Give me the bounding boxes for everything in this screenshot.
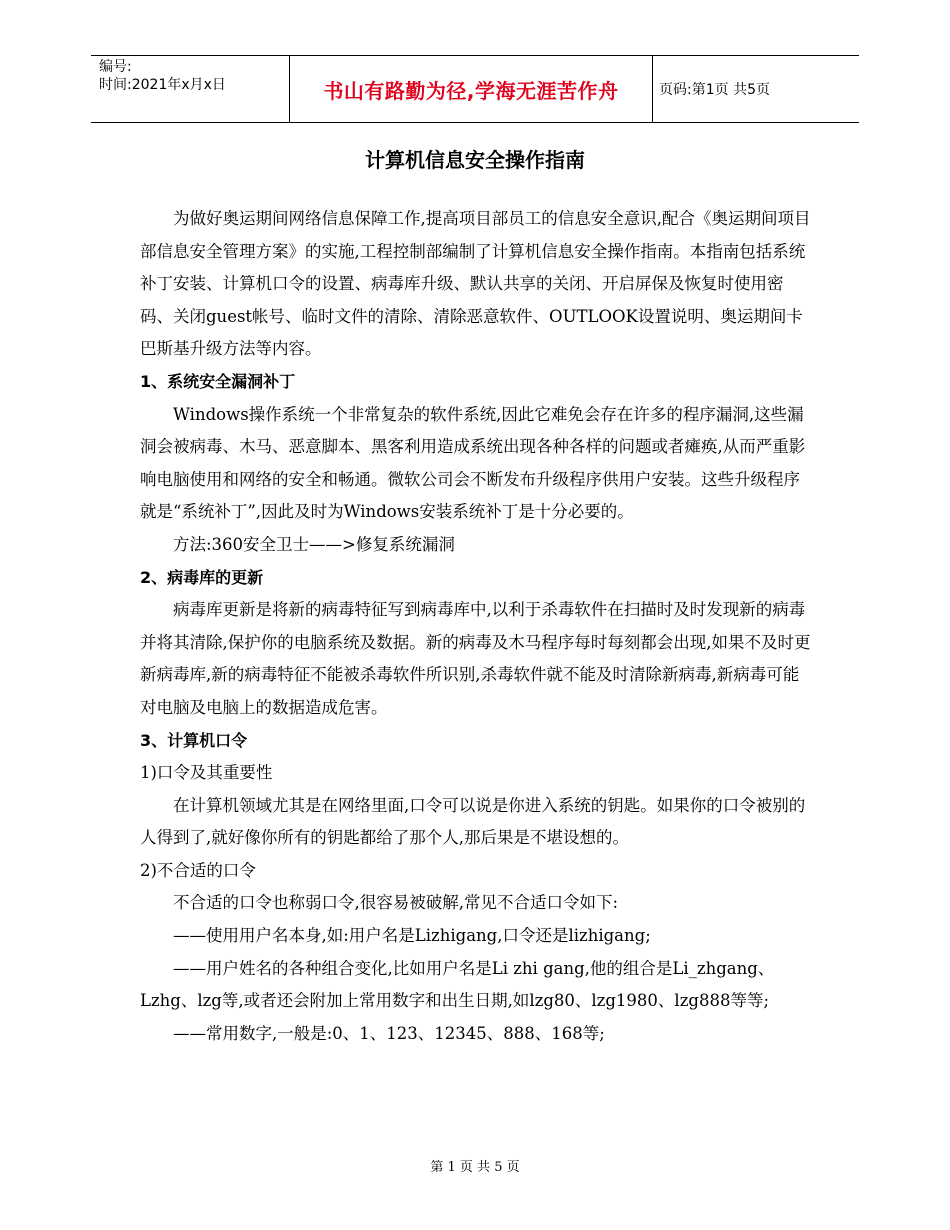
weak-password-item: ——使用用户名本身,如:用户名是Lizhigang,口令还是lizhigang; xyxy=(173,926,651,946)
section-1-paragraph: Windows操作系统一个非常复杂的软件系统,因此它难免会存在许多的程序漏洞,这些漏洞会被病毒、木马、恶意脚本、黑客利用造成系统出现各种各样的问题或者瘫痪,从而严重影响电脑使用和网络的安全和畅通。微软公司会不断发布升级程序供用户安装。这些升级程序就是“系统补丁”,因此及时为Windows安装系统补丁是十分必要的。 xyxy=(140,404,806,522)
header-motto-cell xyxy=(289,56,653,122)
subsection-1-paragraph: 在计算机领域尤其是在网络里面,口令可以说是你进入系统的钥匙。如果你的口令被别的人得到了,就好像你所有的钥匙都给了那个人,那后果是不堪设想的。 xyxy=(140,795,806,848)
document-title: 计算机信息安全操作指南 xyxy=(365,148,585,172)
subsection-heading-1: 1)口令及其重要性 xyxy=(140,763,273,783)
section-heading-2: 2、病毒库的更新 xyxy=(140,567,264,587)
page-footer: 第 1 页 共 5 页 xyxy=(430,1160,520,1175)
header-page-info: 页码:第1页 共5页 xyxy=(659,82,770,98)
section-heading-1: 1、系统安全漏洞补丁 xyxy=(140,371,296,391)
motto-text: 书山有路勤为径,学海无涯苦作舟 xyxy=(323,78,619,103)
weak-password-item: ——常用数字,一般是:0、1、123、12345、888、168等; xyxy=(173,1023,605,1043)
section-1-method: 方法:360安全卫士——>修复系统漏洞 xyxy=(173,534,455,554)
header-meta xyxy=(99,56,289,122)
document-body xyxy=(140,203,812,1050)
subsection-heading-2: 2)不合适的口令 xyxy=(140,860,256,880)
intro-paragraph: 为做好奥运期间网络信息保障工作,提高项目部员工的信息安全意识,配合《奥运期间项目部信息安全管理方案》的实施,工程控制部编制了计算机信息安全操作指南。本指南包括系统补丁安装、计算机口令的设置、病毒库升级、默认共享的关闭、开启屏保及恢复时使用密码、关闭guest帐号、临时文件的清除、清除恶意软件、OUTLOOK设置说明、奥运期间卡巴斯基升级方法等内容。 xyxy=(140,209,811,359)
weak-password-item: ——用户姓名的各种组合变化,比如用户名是Li zhi gang,他的组合是Li_zhgang、Lzhg、lzg等,或者还会附加上常用数字和出生日期,如lzg80、lzg1980、lzg888等等; xyxy=(140,958,775,1011)
subsection-2-paragraph: 不合适的口令也称弱口令,很容易被破解,常见不合适口令如下: xyxy=(173,893,619,913)
document-time-label: 时间:2021年x月x日 xyxy=(99,77,226,93)
document-number-label: 编号: xyxy=(99,59,132,75)
page-header xyxy=(91,55,859,123)
section-heading-3: 3、计算机口令 xyxy=(140,730,248,750)
section-2-paragraph: 病毒库更新是将新的病毒特征写到病毒库中,以利于杀毒软件在扫描时及时发现新的病毒并将其清除,保护你的电脑系统及数据。新的病毒及木马程序每时每刻都会出现,如果不及时更新病毒库,新的病毒特征不能被杀毒软件所识别,杀毒软件就不能及时清除新病毒,新病毒可能对电脑及电脑上的数据造成危害。 xyxy=(140,600,811,717)
